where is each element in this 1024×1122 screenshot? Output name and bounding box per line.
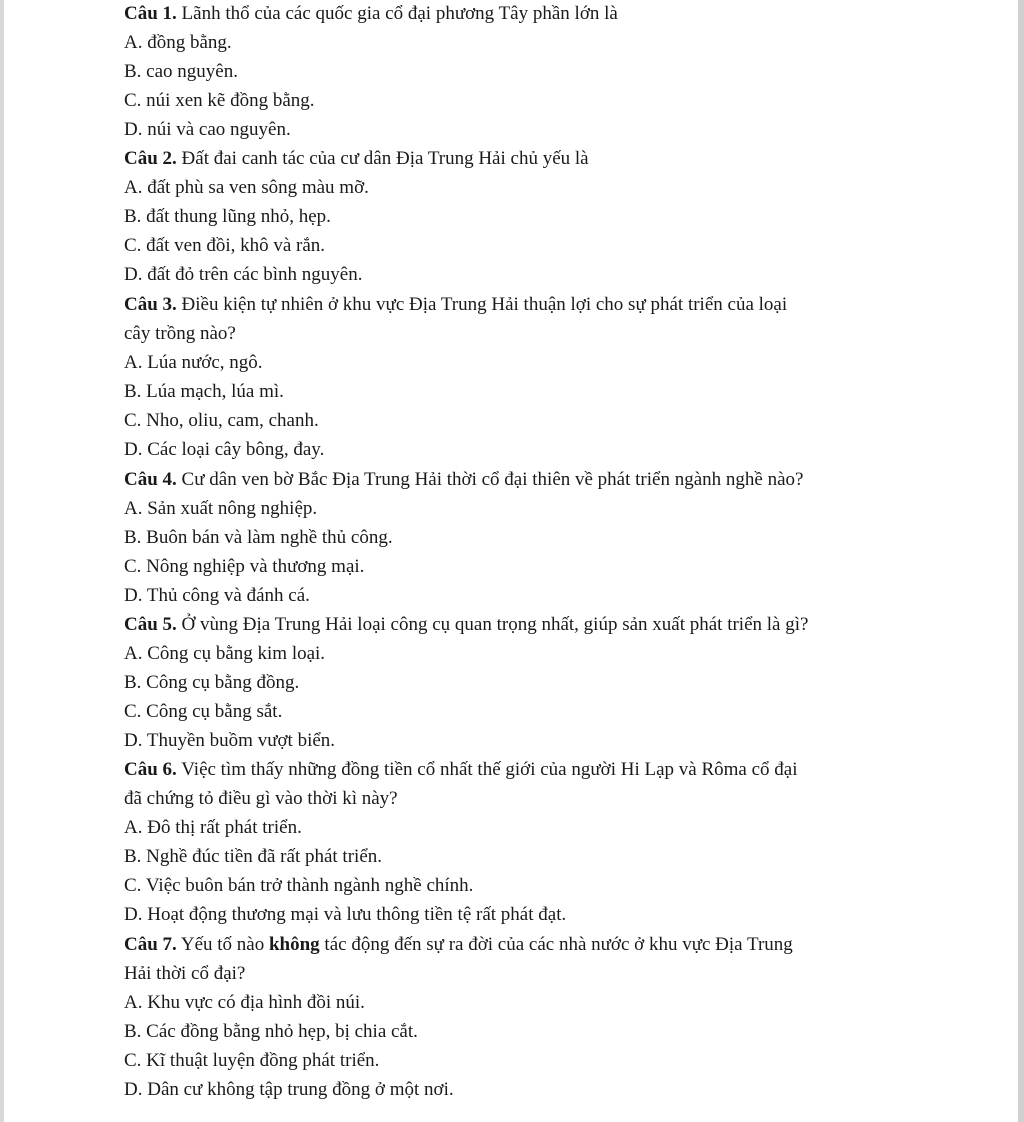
question-7-option-d: D. Dân cư không tập trung đồng ở một nơi. xyxy=(124,1079,454,1100)
question-3-option-a: A. Lúa nước, ngô. xyxy=(124,352,263,373)
question-6-option-c: C. Việc buôn bán trở thành ngành nghề chính. xyxy=(124,875,474,896)
question-5-option-c: C. Công cụ bằng sắt. xyxy=(124,701,283,722)
question-7-option-a: A. Khu vực có địa hình đồi núi. xyxy=(124,992,365,1013)
question-2-option-b: B. đất thung lũng nhỏ, hẹp. xyxy=(124,206,331,227)
question-6-option-d: D. Hoạt động thương mại và lưu thông tiền tệ rất phát đạt. xyxy=(124,904,567,925)
question-4-option-b: B. Buôn bán và làm nghề thủ công. xyxy=(124,527,393,548)
question-4-option-c: C. Nông nghiệp và thương mại. xyxy=(124,556,365,577)
question-5-option-d: D. Thuyền buồm vượt biển. xyxy=(124,730,336,751)
question-7-stem-line-2: Hải thời cổ đại? xyxy=(124,963,246,984)
question-6-option-b: B. Nghề đúc tiền đã rất phát triển. xyxy=(124,846,383,867)
question-2-stem: Câu 2. Đất đai canh tác của cư dân Địa Trung Hải chủ yếu là xyxy=(124,148,589,169)
question-3-option-d: D. Các loại cây bông, đay. xyxy=(124,439,325,460)
question-1-option-c: C. núi xen kẽ đồng bằng. xyxy=(124,90,315,111)
page-edge-left xyxy=(0,0,4,1122)
question-7-option-b: B. Các đồng bằng nhỏ hẹp, bị chia cắt. xyxy=(124,1021,418,1042)
question-1-stem: Câu 1. Lãnh thổ của các quốc gia cổ đại phương Tây phần lớn là xyxy=(124,3,618,24)
question-4-stem: Câu 4. Cư dân ven bờ Bắc Địa Trung Hải thời cổ đại thiên về phát triển ngành nghề nào? xyxy=(124,469,804,490)
question-5-stem: Câu 5. Ở vùng Địa Trung Hải loại công cụ quan trọng nhất, giúp sản xuất phát triển là gì? xyxy=(124,614,809,635)
question-2-option-c: C. đất ven đồi, khô và rắn. xyxy=(124,235,326,256)
question-5-option-a: A. Công cụ bằng kim loại. xyxy=(124,643,326,664)
question-4-option-a: A. Sản xuất nông nghiệp. xyxy=(124,498,318,519)
question-3-stem: Câu 3. Điều kiện tự nhiên ở khu vực Địa Trung Hải thuận lợi cho sự phát triển của loại xyxy=(124,294,788,315)
question-3-option-c: C. Nho, oliu, cam, chanh. xyxy=(124,410,319,431)
question-5-option-b: B. Công cụ bằng đồng. xyxy=(124,672,300,693)
question-1-option-b: B. cao nguyên. xyxy=(124,61,238,82)
question-6-stem: Câu 6. Việc tìm thấy những đồng tiền cổ nhất thế giới của người Hi Lạp và Rôma cổ đại xyxy=(124,759,798,780)
page-edge-right xyxy=(1018,0,1024,1122)
question-6-stem-line-2: đã chứng tỏ điều gì vào thời kì này? xyxy=(124,788,398,809)
question-4-option-d: D. Thủ công và đánh cá. xyxy=(124,585,310,606)
question-1-option-a: A. đồng bằng. xyxy=(124,32,232,53)
question-7-option-c: C. Kĩ thuật luyện đồng phát triển. xyxy=(124,1050,380,1071)
question-2-option-d: D. đất đỏ trên các bình nguyên. xyxy=(124,264,363,285)
question-3-stem-line-2: cây trồng nào? xyxy=(124,323,236,344)
question-1-option-d: D. núi và cao nguyên. xyxy=(124,119,291,140)
question-7-stem: Câu 7. Yếu tố nào không tác động đến sự ra đời của các nhà nước ở khu vực Địa Trung xyxy=(124,934,793,955)
question-3-option-b: B. Lúa mạch, lúa mì. xyxy=(124,381,284,402)
question-6-option-a: A. Đô thị rất phát triển. xyxy=(124,817,302,838)
question-2-option-a: A. đất phù sa ven sông màu mỡ. xyxy=(124,177,369,198)
